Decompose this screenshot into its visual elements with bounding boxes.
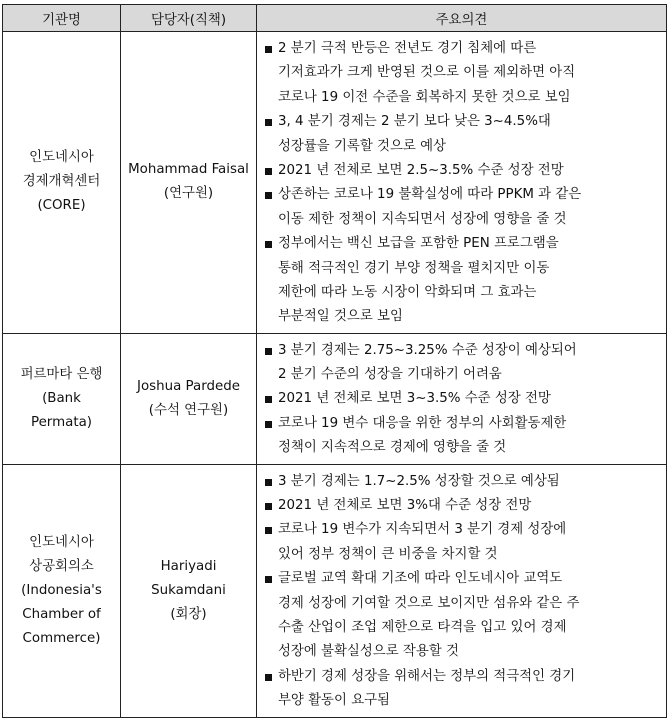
opinion-text-line: 성장률을 기록할 것으로 예상 xyxy=(278,138,446,154)
org-name-line: 퍼르마타 은행 xyxy=(20,366,103,382)
opinion-text-line: 3, 4 분기 경제는 2 분기 보다 낮은 3~4.5%대 xyxy=(278,114,551,130)
opinion-bullet-line xyxy=(263,567,662,591)
org-name-line: 상공회의소 xyxy=(29,558,94,574)
square-bullet-icon xyxy=(265,348,272,355)
opinion-text-line: 3 분기 경제는 1.7~2.5% 성장할 것으로 예상됨 xyxy=(278,473,560,489)
opinion-text-line: 코로나 19 이전 수준을 회복하지 못한 것으로 보임 xyxy=(278,89,571,105)
opinion-bullet-line xyxy=(263,387,662,411)
header-row xyxy=(3,5,667,32)
opinion-text-line: 정책이 지속적으로 경제에 영향을 줄 것 xyxy=(278,440,507,456)
opinion-text-line: 상존하는 코로나 19 불확실성에 따라 PPKM 과 같은 xyxy=(278,187,582,203)
square-bullet-icon xyxy=(265,674,272,681)
square-bullet-icon xyxy=(265,576,272,583)
opinion-item xyxy=(263,339,662,388)
org-name-line: (CORE) xyxy=(37,198,86,214)
person-name-line: (수석 연구원) xyxy=(148,402,229,418)
opinion-item xyxy=(263,37,662,110)
opinion-text-line: 부분적일 것으로 보임 xyxy=(278,309,403,325)
org-cell xyxy=(3,333,121,464)
header-org: 기관명 xyxy=(3,5,121,32)
opinion-bullet-line xyxy=(263,665,662,689)
opinion-text-line: 2021 년 전체로 보면 3%대 수준 성장 전망 xyxy=(278,498,532,514)
opinion-text-line: 2 분기 극적 반등은 전년도 경기 침체에 따른 xyxy=(278,41,537,56)
opinion-text-line: 정부에서는 백신 보급을 포함한 PEN 프로그램을 xyxy=(278,236,559,252)
square-bullet-icon xyxy=(265,421,272,428)
square-bullet-icon xyxy=(265,479,272,486)
person-cell xyxy=(121,32,257,334)
square-bullet-icon xyxy=(265,241,272,248)
opinion-item xyxy=(263,412,662,461)
table-row xyxy=(3,32,667,334)
opinion-bullet-line xyxy=(263,470,662,494)
org-name-line: (Indonesia's xyxy=(21,582,102,598)
square-bullet-icon xyxy=(265,503,272,510)
opinion-cell xyxy=(257,333,667,464)
person-cell xyxy=(121,464,257,717)
square-bullet-icon xyxy=(265,119,272,126)
person-name-line: Joshua Pardede xyxy=(137,378,240,394)
opinion-text-line: 이동 제한 정책이 지속되면서 성장에 영향을 줄 것 xyxy=(278,211,567,227)
table-row xyxy=(3,464,667,717)
opinion-text-line: 글로벌 교역 확대 기조에 따라 인도네시아 교역도 xyxy=(278,571,563,587)
opinion-text-line: 하반기 경제 성장을 위해서는 정부의 적극적인 경기 xyxy=(278,668,576,684)
table-body xyxy=(3,32,667,718)
opinion-bullet-line xyxy=(263,339,662,363)
org-name-line: Permata) xyxy=(30,414,93,430)
opinion-bullet-line xyxy=(263,183,662,207)
opinion-item xyxy=(263,387,662,411)
org-cell xyxy=(3,32,121,334)
person-name-line: Mohammad Faisal xyxy=(128,162,249,178)
opinion-bullet-line xyxy=(263,159,662,183)
org-cell xyxy=(3,464,121,717)
opinion-item xyxy=(263,232,662,330)
opinion-bullet-line xyxy=(263,412,662,436)
opinion-text-line: 기저효과가 크게 반영된 것으로 이를 제외하면 아직 xyxy=(278,65,576,81)
header-person: 담당자(직책) xyxy=(121,5,257,32)
opinion-bullet-line xyxy=(263,494,662,518)
opinion-item xyxy=(263,159,662,183)
opinion-bullet-line xyxy=(263,232,662,256)
opinion-bullet-line xyxy=(263,37,662,61)
opinion-text-line: 제한에 따라 노동 시장이 악화되며 그 효과는 xyxy=(278,284,537,300)
org-name-line: 인도네시아 xyxy=(29,150,94,166)
square-bullet-icon xyxy=(265,396,272,403)
person-name-line: (회장) xyxy=(170,606,207,622)
opinion-item xyxy=(263,470,662,494)
opinion-item xyxy=(263,183,662,232)
opinion-text-line: 3 분기 경제는 2.75~3.25% 수준 성장이 예상되어 xyxy=(278,342,577,358)
square-bullet-icon xyxy=(265,192,272,199)
opinion-item xyxy=(263,518,662,567)
opinion-text-line: 경제 성장에 기여할 것으로 보이지만 섬유와 같은 주 xyxy=(278,595,580,611)
person-cell xyxy=(121,333,257,464)
header-opinion: 주요의견 xyxy=(257,5,667,32)
opinion-text-line: 2021 년 전체로 보면 3~3.5% 수준 성장 전망 xyxy=(278,391,551,407)
table-row xyxy=(3,333,667,464)
opinion-text-line: 코로나 19 변수가 지속되면서 3 분기 경제 성장에 xyxy=(278,522,567,538)
opinion-text-line: 2 분기 수준의 성장을 기대하기 어려움 xyxy=(278,367,502,383)
opinion-text-line: 2021 년 전체로 보면 2.5~3.5% 수준 성장 전망 xyxy=(278,162,564,178)
opinion-text-line: 수출 산업이 조업 제한으로 타격을 입고 있어 경제 xyxy=(278,619,567,635)
opinion-item xyxy=(263,494,662,518)
person-name-line: Sukamdani xyxy=(151,582,226,598)
opinion-text-line: 코로나 19 변수 대응을 위한 정부의 사회활동제한 xyxy=(278,415,567,431)
square-bullet-icon xyxy=(265,46,272,53)
person-name-line: (연구원) xyxy=(163,186,214,202)
org-name-line: Chamber of xyxy=(22,606,101,622)
square-bullet-icon xyxy=(265,168,272,175)
opinion-text-line: 있어 정부 정책이 큰 비중을 차지할 것 xyxy=(278,546,498,562)
opinion-text-line: 부양 활동이 요구됨 xyxy=(278,693,390,709)
opinion-bullet-line xyxy=(263,110,662,134)
org-name-line: (Bank xyxy=(42,390,81,406)
opinion-text-line: 통해 적극적인 경기 부양 정책을 펼치지만 이동 xyxy=(278,260,550,276)
opinion-item xyxy=(263,110,662,159)
opinion-item xyxy=(263,665,662,714)
org-name-line: 인도네시아 xyxy=(29,534,94,550)
opinion-cell xyxy=(257,32,667,334)
opinion-bullet-line xyxy=(263,518,662,542)
org-name-line: Commerce) xyxy=(22,630,101,646)
org-name-line: 경제개혁센터 xyxy=(22,174,101,190)
opinion-cell xyxy=(257,464,667,717)
opinion-table xyxy=(2,4,667,718)
opinion-item xyxy=(263,567,662,665)
person-name-line: Hariyadi xyxy=(160,558,217,574)
square-bullet-icon xyxy=(265,527,272,534)
opinion-text-line: 성장에 불확실성으로 작용할 것 xyxy=(278,644,459,660)
